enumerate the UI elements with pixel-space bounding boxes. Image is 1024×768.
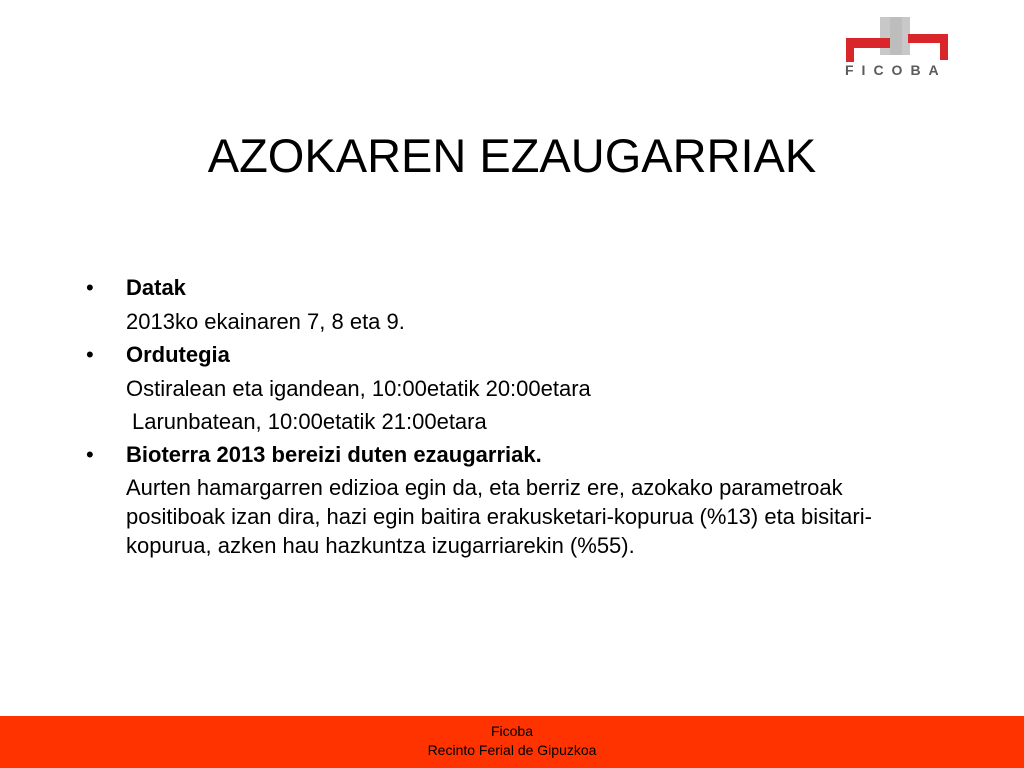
- bullet-item-ordutegia: [80, 339, 960, 370]
- footer-bar: [0, 716, 1024, 768]
- bullet-list: [80, 272, 960, 560]
- bullet-item-bioterra: [80, 439, 960, 470]
- footer-line-2: Recinto Ferial de Gipuzkoa: [427, 742, 597, 758]
- bullet-heading: Bioterra 2013 bereizi duten ezaugarriak.: [126, 442, 542, 467]
- page-title: AZOKAREN EZAUGARRIAK: [207, 129, 817, 182]
- footer-line-1: Ficoba: [490, 723, 534, 739]
- ficoba-logo: [838, 14, 958, 84]
- bullet-detail-line: 2013ko ekainaren 7, 8 eta 9.: [126, 309, 405, 334]
- bullet-icon: •: [86, 275, 94, 300]
- bullet-icon: •: [86, 342, 94, 367]
- bullet-icon: •: [86, 442, 94, 467]
- ficoba-logo-mark-icon: [838, 14, 958, 62]
- bullet-item-datak: [80, 272, 960, 303]
- bullet-heading: Datak: [126, 275, 186, 300]
- bullet-detail-paragraph: Aurten hamargarren edizioa egin da, eta berriz ere, azokako parametroak positiboak izan dira, hazi egin baitira erakusketari-kopurua (%13) eta bisitari-kopurua, azken hau hazkuntza izugarriarekin (%55).: [126, 475, 872, 558]
- logo-text: FICOBA: [845, 62, 947, 78]
- bullet-detail-line: Larunbatean, 10:00etatik 21:00etara: [132, 409, 487, 434]
- bullet-heading: Ordutegia: [126, 342, 230, 367]
- bullet-detail-line: Ostiralean eta igandean, 10:00etatik 20:00etara: [126, 376, 591, 401]
